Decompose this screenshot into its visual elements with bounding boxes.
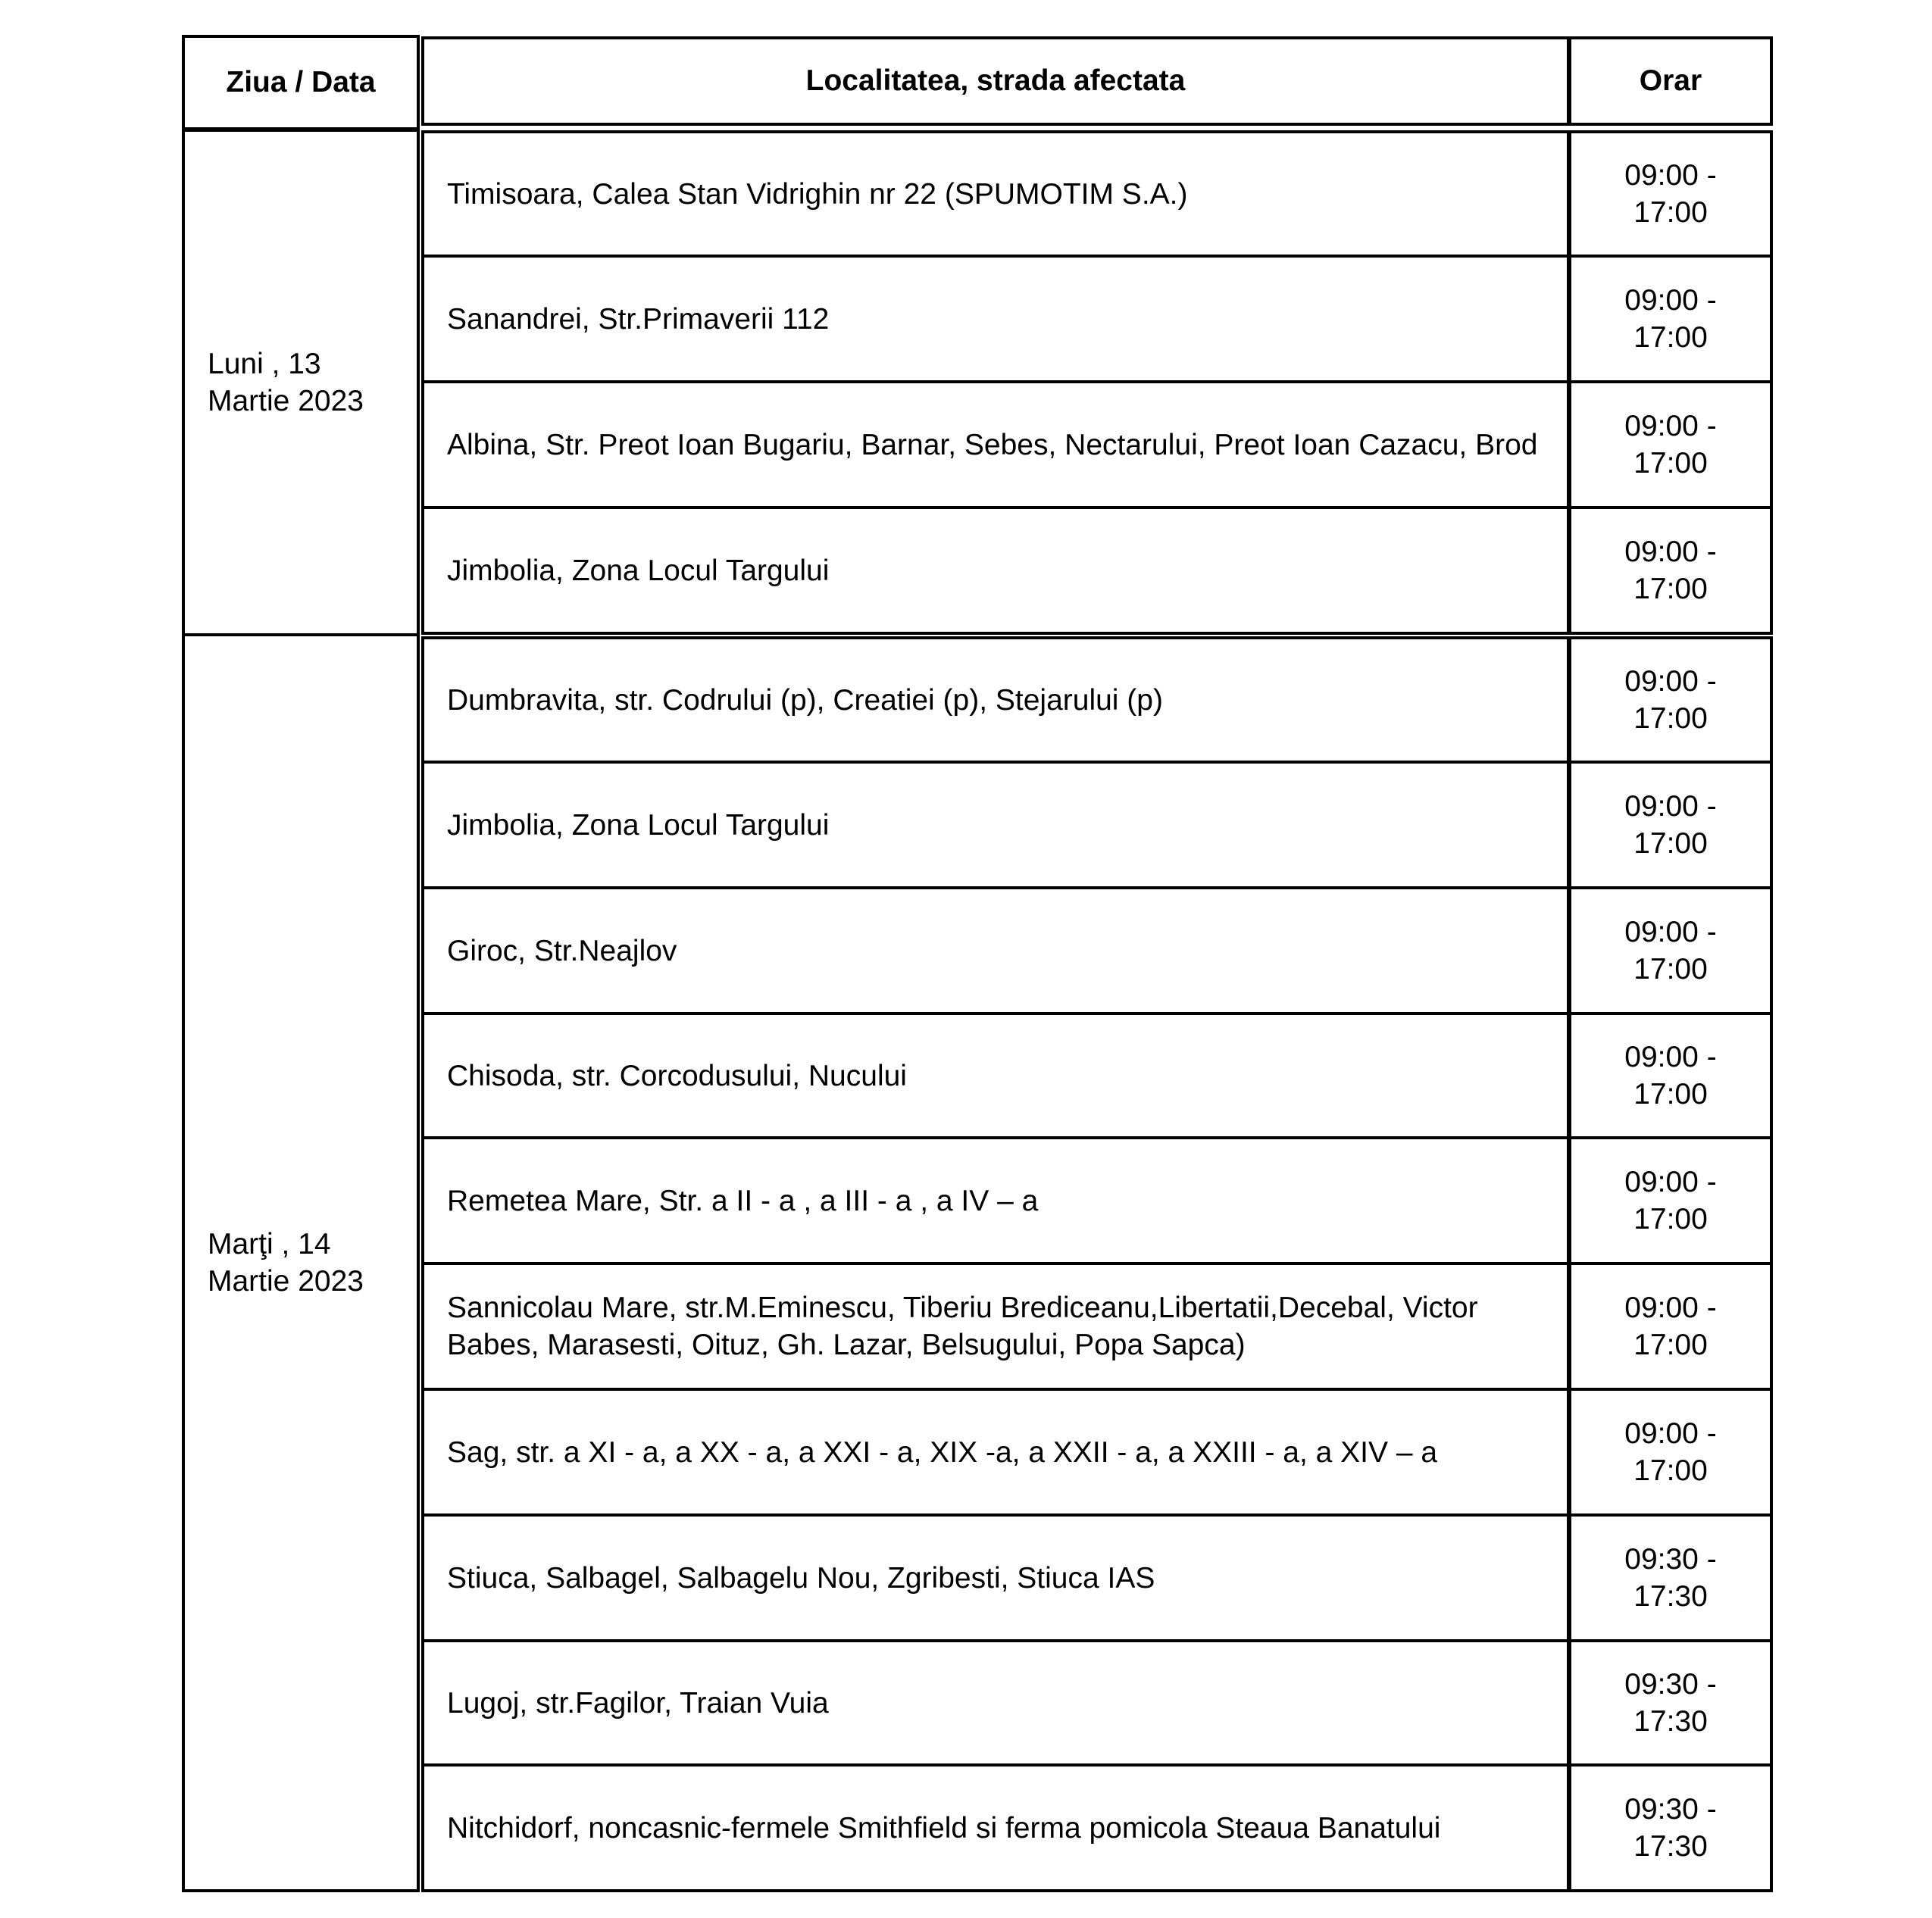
location-cell bbox=[421, 1262, 1570, 1391]
time-text: 09:00 - 17:00 bbox=[1624, 1292, 1717, 1361]
location-text: Sanandrei, Str.Primaverii 112 bbox=[447, 302, 830, 336]
time-cell bbox=[1568, 380, 1773, 509]
header-time-label: Orar bbox=[1639, 64, 1702, 97]
location-cell bbox=[421, 506, 1570, 635]
location-cell bbox=[421, 255, 1570, 383]
time-text: 09:00 - 17:00 bbox=[1624, 1041, 1717, 1111]
location-text: Jimbolia, Zona Locul Targului bbox=[447, 554, 830, 587]
location-text: Chisoda, str. Corcodusului, Nucului bbox=[447, 1059, 907, 1092]
time-cell bbox=[1568, 1513, 1773, 1642]
time-cell bbox=[1568, 130, 1773, 258]
location-cell bbox=[421, 1513, 1570, 1642]
location-text: Stiuca, Salbagel, Salbagelu Nou, Zgribesti, Stiuca IAS bbox=[447, 1561, 1155, 1595]
time-text: 09:00 - 17:00 bbox=[1624, 159, 1717, 229]
location-text: Sannicolau Mare, str.M.Eminescu, Tiberiu Brediceanu,Libertatii,Decebal, Victor Babes, Marasesti, Oituz, Gh. Lazar, Belsugului, Popa Sapca) bbox=[447, 1292, 1478, 1361]
time-text: 09:00 - 17:00 bbox=[1624, 1166, 1717, 1235]
time-text: 09:30 - 17:30 bbox=[1624, 1668, 1717, 1738]
time-cell bbox=[1568, 1012, 1773, 1139]
time-text: 09:00 - 17:00 bbox=[1624, 284, 1717, 354]
location-cell bbox=[421, 1136, 1570, 1265]
time-text: 09:30 - 17:30 bbox=[1624, 1543, 1717, 1613]
location-text: Nitchidorf, noncasnic-fermele Smithfield si ferma pomicola Steaua Banatului bbox=[447, 1811, 1441, 1845]
location-text: Remetea Mare, Str. a II - a , a III - a , a IV – a bbox=[447, 1184, 1039, 1217]
time-cell bbox=[1568, 255, 1773, 383]
day-label: Luni , 13 Martie 2023 bbox=[208, 348, 364, 417]
time-text: 09:00 - 17:00 bbox=[1624, 665, 1717, 735]
location-cell bbox=[421, 1639, 1570, 1766]
time-text: 09:00 - 17:00 bbox=[1624, 790, 1717, 860]
time-cell bbox=[1568, 1136, 1773, 1265]
time-cell bbox=[1568, 1388, 1773, 1517]
location-text: Albina, Str. Preot Ioan Bugariu, Barnar, Sebes, Nectarului, Preot Ioan Cazacu, Brod bbox=[447, 428, 1538, 461]
header-day-label: Ziua / Data bbox=[226, 66, 376, 98]
time-cell bbox=[1568, 506, 1773, 635]
time-cell bbox=[1568, 636, 1773, 764]
day-cell bbox=[182, 633, 420, 1892]
location-cell bbox=[421, 761, 1570, 889]
day-label: Marţi , 14 Martie 2023 bbox=[208, 1228, 364, 1298]
time-text: 09:00 - 17:00 bbox=[1624, 536, 1717, 605]
location-cell bbox=[421, 380, 1570, 509]
location-text: Sag, str. a XI - a, a XX - a, a XXI - a, XIX -a, a XXII - a, a XXIII - a, a XIV – a bbox=[447, 1435, 1438, 1469]
day-cell bbox=[182, 129, 420, 636]
location-text: Lugoj, str.Fagilor, Traian Vuia bbox=[447, 1686, 829, 1720]
location-cell bbox=[421, 130, 1570, 258]
location-text: Jimbolia, Zona Locul Targului bbox=[447, 808, 830, 842]
header-time bbox=[1568, 36, 1773, 126]
time-cell bbox=[1568, 1262, 1773, 1391]
header-location-label: Localitatea, strada afectata bbox=[805, 64, 1186, 97]
time-text: 09:00 - 17:00 bbox=[1624, 410, 1717, 480]
location-cell bbox=[421, 1012, 1570, 1139]
header-day bbox=[182, 35, 420, 130]
time-cell bbox=[1568, 886, 1773, 1015]
location-cell bbox=[421, 886, 1570, 1015]
location-text: Dumbravita, str. Codrului (p), Creatiei (p), Stejarului (p) bbox=[447, 683, 1163, 717]
time-cell bbox=[1568, 1763, 1773, 1892]
time-text: 09:00 - 17:00 bbox=[1624, 916, 1717, 986]
time-cell bbox=[1568, 761, 1773, 889]
time-cell bbox=[1568, 1639, 1773, 1766]
location-text: Giroc, Str.Neajlov bbox=[447, 934, 677, 967]
location-text: Timisoara, Calea Stan Vidrighin nr 22 (SPUMOTIM S.A.) bbox=[447, 177, 1188, 211]
time-text: 09:00 - 17:00 bbox=[1624, 1417, 1717, 1487]
location-cell bbox=[421, 636, 1570, 764]
header-location bbox=[421, 36, 1570, 126]
location-cell bbox=[421, 1388, 1570, 1517]
location-cell bbox=[421, 1763, 1570, 1892]
time-text: 09:30 - 17:30 bbox=[1624, 1793, 1717, 1863]
